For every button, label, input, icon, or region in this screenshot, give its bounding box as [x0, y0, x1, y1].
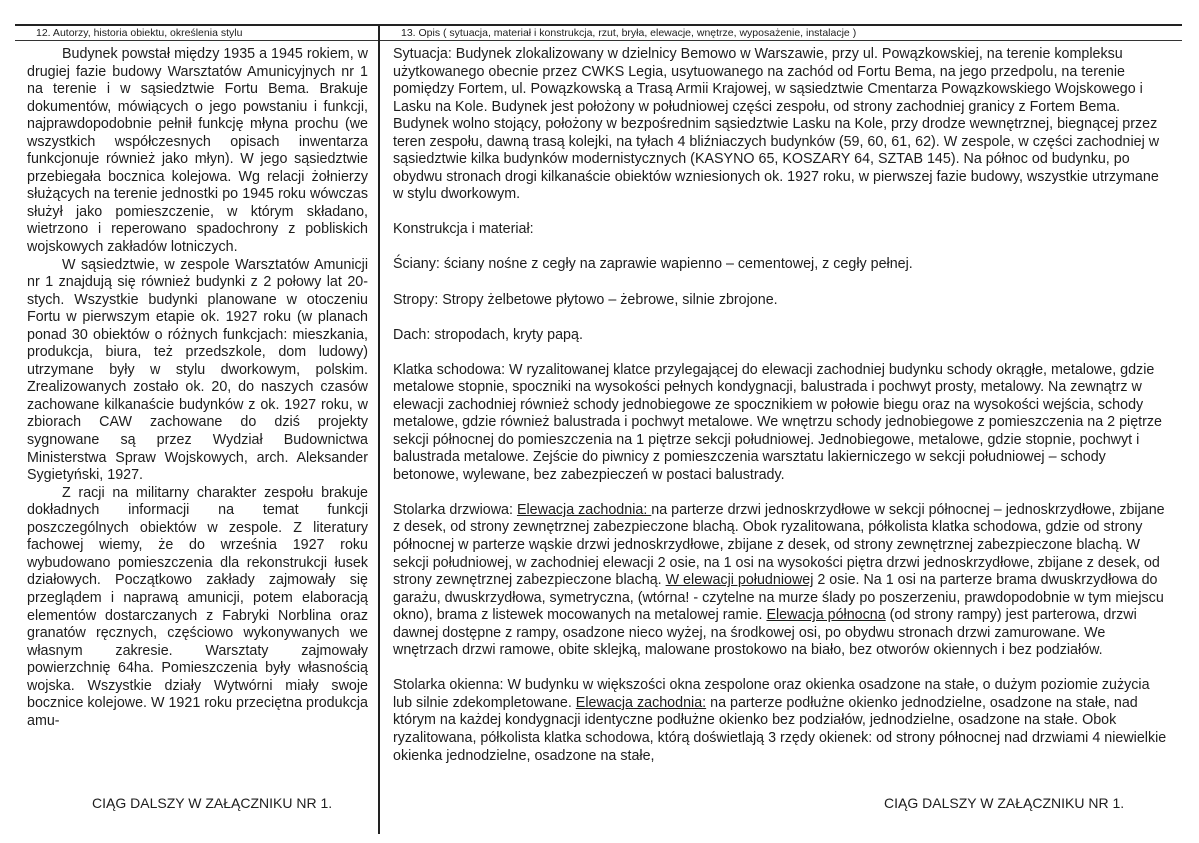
- window-joinery-text-1: na parterze podłużne okienko jednodzielne, osadzone na stałe, nad którym na każdej kondygnacji identyczne podłużne okienko bez podziałów, jednodzielne, osadzone na stałe. Obok ryzalitowana, półkolista klatka schodowa, którą doświetlają 3 rzędy okienek: od strony północnej nad drzwiami 4 niewielkie okienka jednodzielne, osadzone na stałe,: [393, 694, 1167, 764]
- section-13-header: 13. Opis ( sytuacja, materiał i konstrukcja, rzut, bryła, elewacje, wnętrze, wyposażenie, instalacje ): [401, 27, 857, 39]
- history-column: [27, 46, 368, 730]
- column-divider: [378, 24, 380, 834]
- history-paragraph-1: Budynek powstał między 1935 a 1945 rokiem, w drugiej fazie budowy Warsztatów Amunicyjnych nr 1 na terenie i w sąsiedztwie Fortu Bema. Brakuje dokumentów, mówiących o jego powstaniu i funkcji, najprawdopodobnie pełnił funkcję młyna prochu (we wszystkich współczesnych opisach inwentarza funkcjonuje również jako młyn). W jego sąsiedztwie przebiegała bocznica kolejowa. Wg relacji żołnierzy służących na terenie jednostki po 1945 roku wówczas służył jako pomieszczenie, w którym składano, wietrzono i reperowano spadochrony z pobliskich wojskowych zakładów lotniczych.: [27, 46, 368, 256]
- door-joinery-text-2: 2 osie. Na 1 osi na parterze brama dwuskrzydłowa do garażu, dwuskrzydłowa, symetryczna, (wtórna! - czytelne na murze ślady po poszerzeniu, prawdopodobnie w tym miejscu okno), brama z listewek mocowanych na metalowej ramie.: [393, 572, 1164, 624]
- window-joinery-paragraph: [393, 677, 1169, 765]
- south-elevation-label: W elewacji południowej: [665, 572, 814, 589]
- continued-note-right: CIĄG DALSZY W ZAŁĄCZNIKU NR 1.: [884, 795, 1125, 811]
- walls-paragraph: Ściany: ściany nośne z cegły na zaprawie wapienno – cementowej, z cegły pełnej.: [393, 256, 913, 273]
- ceilings-paragraph: Stropy: Stropy żelbetowe płytowo – żebrowe, silnie zbrojone.: [393, 291, 778, 308]
- door-joinery-text-1: na parterze drzwi jednoskrzydłowe w sekcji północnej – jednoskrzydłowe, zbijane z desek, od strony zewnętrznej zabezpieczone blachą. Obok ryzalitowana, półkolista klatka schodowa, gdzie od strony północnej w parterze wąskie drzwi jednoskrzydłowe, zbijane z desek, od strony zewnętrznej zabezpieczone blachą. W sekcji południowej, w zachodniej elewacji 2 osie, na 1 osi na wysokości piętra drzwi jednoskrzydłowe, zbijane z desek, od strony zewnętrznej zabezpieczone blachą.: [393, 501, 1165, 589]
- history-paragraph-2: W sąsiedztwie, w zespole Warsztatów Amunicji nr 1 znajdują się również budynki z 2 połowy lat 20-stych. Wszystkie budynki planowane w otoczeniu Fortu w pierwszym etapie ok. 1927 roku (w planach ponad 30 obiektów o różnych funkcjach: mieszkania, produkcja, biura, też przedszkole, dom ludowy) utrzymane były w stylu dworkowym, polskim. Zrealizowanych zostało ok. 20, do naszych czasów zachowane kilkanaście budynków z ok. 1927 roku, w zbiorach CAW zachowane do dziś projekty sygnowane są przez Wydział Budownictwa Ministerstwa Spraw Wojskowych, arch. Aleksander Sygietyński, 1927.: [27, 256, 368, 484]
- north-elevation-label: Elewacja północna: [766, 607, 886, 624]
- history-paragraph-3: Z racji na militarny charakter zespołu brakuje dokładnych informacji na temat funkcji poszczególnych obiektów w zespole. Z literatury fachowej wiemy, że do września 1927 roku wybudowano pomieszczenia dla rekonstrukcji łusek działowych. Początkowo zakłady zajmowały się przeglądem i naprawą amunicji, potem elaboracją elementów dostarczanych z Fabryki Norblina oraz granatów ręcznych, częściowo wykonywanych we własnym zakresie. Warsztaty zajmowały powierzchnię 64ha. Pomieszczenia były własnością wojska. Wszystkie działy Wytwórni miały swoje bocznice kolejowe. W 1921 roku przeciętna produkcja amu-: [27, 484, 368, 729]
- section-12-header: 12. Autorzy, historia obiektu, określenia stylu: [36, 27, 243, 39]
- window-joinery-lead: Stolarka okienna: W budynku w większości okna zespolone oraz okienka osadzone na stałe, o dużym poziomie zużycia lub silnie zdekompletowane.: [393, 677, 1150, 711]
- description-column: [393, 46, 1169, 765]
- header-border: [15, 40, 1182, 41]
- door-joinery-paragraph: [393, 502, 1169, 660]
- top-border: [15, 24, 1182, 26]
- construction-heading: Konstrukcja i materiał:: [393, 221, 534, 238]
- door-joinery-lead: Stolarka drzwiowa:: [393, 501, 517, 518]
- continued-note-left: CIĄG DALSZY W ZAŁĄCZNIKU NR 1.: [92, 795, 333, 811]
- roof-paragraph: Dach: stropodach, kryty papą.: [393, 326, 583, 343]
- door-joinery-text-3: (od strony rampy) jest parterowa, drzwi dawnej dostępne z rampy, osadzone nieco wyżej, na środkowej osi, po obydwu stronach drzwi zamurowane. We wnętrzach drzwi ramowe, obite sklejką, malowane prostokowo na biało, bez otworów okiennych i bez podziałów.: [393, 607, 1137, 659]
- staircase-paragraph: Klatka schodowa: W ryzalitowanej klatce przylegającej do elewacji zachodniej budynku schody okrągłe, metalowe, gdzie metalowe stopnie, spoczniki na wysokości pełnych kondygnacji, balustrada i pochwyt prosty, metalowy. Na zewnątrz w elewacji zachodniej również schody jednobiegowe ze spocznikiem w połowie biegu oraz na wysokości wejścia, schody metalowe, gdzie również balustrada i pochwyt metalowe. We wnętrzu schody jednobiegowe z pomieszczenia na 2 piętrze sekcji północnej do pomieszczenia na 1 piętrze sekcji południowej. Jednobiegowe, metalowe, gdzie stopnie, pochwyt i balustrada metalowe. Zejście do piwnicy z pomieszczenia warsztatu lakierniczego w sekcji południowej – schody betonowe, wylewane, bez zabezpieczeń w postaci balustrady.: [393, 361, 1162, 483]
- situation-paragraph: Sytuacja: Budynek zlokalizowany w dzielnicy Bemowo w Warszawie, przy ul. Powązkowskiej, na terenie kompleksu użytkowanego obecnie przez CWKS Legia, usytuowanego na zachód od Fortu Bema, na jego przedpolu, na terenie pomiędzy Fortem, ul. Powązkowską a Trasą Armii Krajowej, w sąsiedztwie Cmentarza Powązkowskiego Wojskowego i Lasku na Kole. Budynek jest położony w południowej części zespołu, od strony zachodniej granicy z Fortem Bema. Budynek wolno stojący, położony w bezpośrednim sąsiedztwie Lasku na Kole, przy drodze wewnętrznej, biegnącej przez teren zespołu, dawną trasą kolejki, na tyłach 4 bliźniaczych budynków (59, 60, 61, 62). W zespole, w części zachodniej w sąsiedztwie kilka budynków modernistycznych (KASYNO 65, KOSZARY 64, SZTAB 145). Na północ od budynku, po obydwu stronach drogi kilkanaście obiektów wzniesionych ok. 1927 roku, w pierwszej fazie budowy, wszystkie utrzymane w stylu dworkowym.: [393, 46, 1160, 203]
- west-elevation-label: Elewacja zachodnia:: [516, 501, 652, 518]
- window-west-elevation-label: Elewacja zachodnia:: [575, 694, 707, 711]
